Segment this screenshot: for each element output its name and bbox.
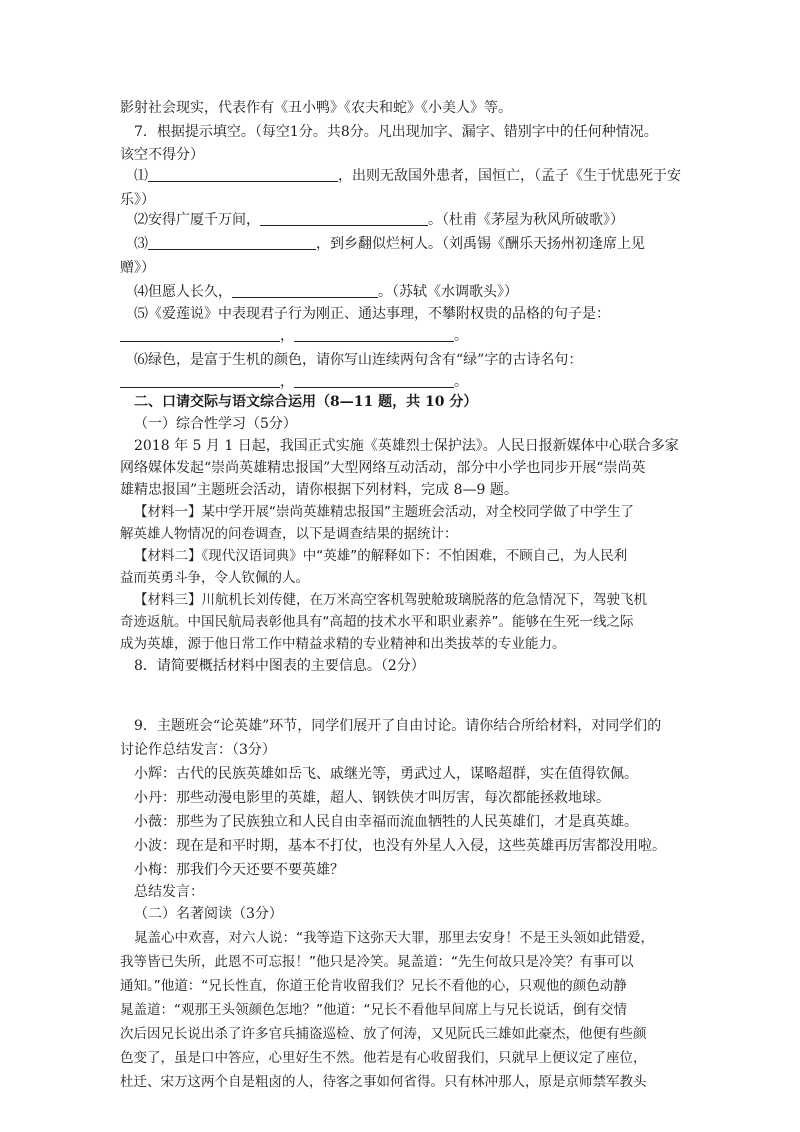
- item-source: 。（杜甫《茅屋为秋风所破歌》）: [428, 212, 624, 228]
- material-1: 【材料一】某中学开展“崇尚英雄精忠报国”主题班会活动，对全校同学做了中学生了: [134, 504, 634, 520]
- material-2: 【材料二】《现代汉语词典》中“英雄”的解释如下：不怕困难，不顾自己，为人民利: [134, 548, 628, 564]
- text-line: 该空不得分）: [120, 147, 204, 163]
- text-line: 赠》）: [120, 260, 155, 276]
- item-text: ⑷但愿人长久，: [134, 284, 232, 300]
- text-line: 影射社会现实，代表作有《丑小鸭》《农夫和蛇》《小美人》等。: [120, 100, 512, 116]
- fill-item-1: [134, 166, 714, 186]
- reading-passage: 杜迁、宋万这两个自是粗卤的人，待客之事如何省得。只有林冲那人，原是京师禁军教头: [120, 1074, 647, 1090]
- fill-item-4: [134, 282, 714, 302]
- item-text: ，到乡翻似烂柯人。（刘禹锡《酬乐天扬州初逢席上见: [316, 236, 645, 252]
- dialogue-line: 小梅：那我们今天还要不要英雄？: [134, 862, 344, 878]
- fill-item-5-answers: [120, 326, 700, 346]
- separator: 。: [454, 374, 468, 390]
- fill-item-2: [134, 210, 714, 230]
- reading-passage: 色变了，虽是口中答应，心里好生不然。他若是有心收留我们，只就早上便议定了座位，: [120, 1050, 647, 1066]
- separator: ，: [280, 328, 294, 344]
- dialogue-line: 小辉：古代的民族英雄如岳飞、戚继光等，勇武过人，谋略超群，实在值得钦佩。: [134, 766, 638, 782]
- fill-item-3: [134, 234, 714, 254]
- item-number: ⑴: [134, 168, 148, 184]
- text-line: 雄精忠报国”主题班会活动，请你根据下列材料，完成 8—9 题。: [120, 482, 518, 498]
- item-source: 。（苏轼《水调歌头》）: [378, 284, 518, 300]
- fill-item-6-answers: [120, 372, 700, 392]
- subsection-heading: （一）综合性学习（5分）: [134, 416, 297, 432]
- text-line: 2018 年 5 月 1 日起，我国正式实施《英雄烈士保护法》。人民日报新媒体中心联合多家: [134, 438, 679, 454]
- answer-blank[interactable]: [294, 373, 454, 388]
- material-1-cont: 解英雄人物情况的问卷调查，以下是调查结果的据统计：: [120, 526, 458, 542]
- reading-passage: 我等皆已失所，此恩不可忘报！”他只是冷笑。晁盖道：“先生何故只是冷笑？有事可以: [120, 954, 634, 970]
- answer-blank[interactable]: [294, 327, 454, 342]
- answer-blank[interactable]: [120, 327, 280, 342]
- item-text: ，出则无敌国外患者，国恒亡，（孟子《生于忧患死于安: [338, 168, 681, 184]
- section-2-heading: 二、口请交际与语文综合运用（8—11 题，共 10 分）: [134, 394, 478, 410]
- text-line: 乐》）: [120, 192, 155, 208]
- fill-item-6: ⑹绿色，是富于生机的颜色，请你写山连续两句含有“绿”字的古诗名句：: [134, 352, 583, 368]
- fill-item-5: ⑸《爱莲说》中表现君子行为刚正、通达事理，不攀附权贵的品格的句子是：: [134, 306, 610, 322]
- dialogue-line: 小薇：那些为了民族独立和人民自由幸福而流血牺牲的人民英雄们，才是真英雄。: [134, 814, 638, 830]
- question-9: 9．主题班会“论英雄”环节，同学们展开了自由讨论。请你结合所给材料，对同学们的: [134, 718, 662, 734]
- separator: 。: [454, 328, 468, 344]
- text-line: 讨论作总结发言：（3分）: [120, 742, 276, 758]
- answer-blank[interactable]: [120, 373, 280, 388]
- reading-passage: 通知。”他道：“兄长性直，你道王伦肯收留我们？兄长不看他的心，只观他的颜色动静: [120, 978, 627, 994]
- separator: ，: [280, 374, 294, 390]
- text-line: 网络媒体发起“崇尚英雄精忠报国”大型网络互动活动，部分中小学也同步开展“崇尚英: [120, 460, 646, 476]
- question-7-title: 7．根据提示填空。（每空1分。共8分。凡出现加字、漏字、错别字中的任何种情况。: [134, 124, 658, 140]
- reading-passage: 次后因兄长说出杀了许多官兵捕盗巡检、放了何涛，又见阮氏三雄如此豪杰，他便有些颜: [120, 1026, 647, 1042]
- subsection-heading: （二）名著阅读（3分）: [134, 906, 283, 922]
- dialogue-line: 小丹：那些动漫电影里的英雄，超人、钢铁侠才叫厉害，每次都能拯救地球。: [134, 790, 610, 806]
- dialogue-line: 小波：现在是和平时期，基本不打仗，也没有外星人入侵，这些英雄再厉害都没用啦。: [134, 838, 666, 854]
- item-number: ⑶: [134, 236, 148, 252]
- item-text: ⑵安得广厦千万间，: [134, 212, 260, 228]
- material-3-cont: 成为英雄，源于他日常工作中精益求精的专业精神和出类拔萃的专业能力。: [120, 636, 566, 652]
- material-3: 【材料三】川航机长刘传健，在万米高空客机驾驶舱玻璃脱落的危急情况下，驾驶飞机: [134, 592, 647, 608]
- answer-blank[interactable]: [232, 283, 378, 298]
- reading-passage: 晁盖道：“观那王头领颜色怎地？”他道：“兄长不看他早间席上与兄长说话，倒有交情: [120, 1002, 627, 1018]
- answer-blank[interactable]: [260, 211, 428, 226]
- material-2-cont: 益而英勇斗争，令人钦佩的人。: [120, 570, 309, 586]
- material-3-cont: 奇迹返航。中国民航局表彰他具有“高超的技术水平和职业素养”。能够在生死一线之际: [120, 614, 634, 630]
- question-8: 8．请简要概括材料中图表的主要信息。（2分）: [134, 658, 425, 674]
- answer-blank[interactable]: [148, 167, 338, 182]
- summary-label: 总结发言：: [134, 884, 204, 900]
- reading-passage: 晁盖心中欢喜，对六人说：“我等造下这弥天大罪，那里去安身！不是王头领如此错爱，: [134, 930, 654, 946]
- answer-blank[interactable]: [148, 235, 316, 250]
